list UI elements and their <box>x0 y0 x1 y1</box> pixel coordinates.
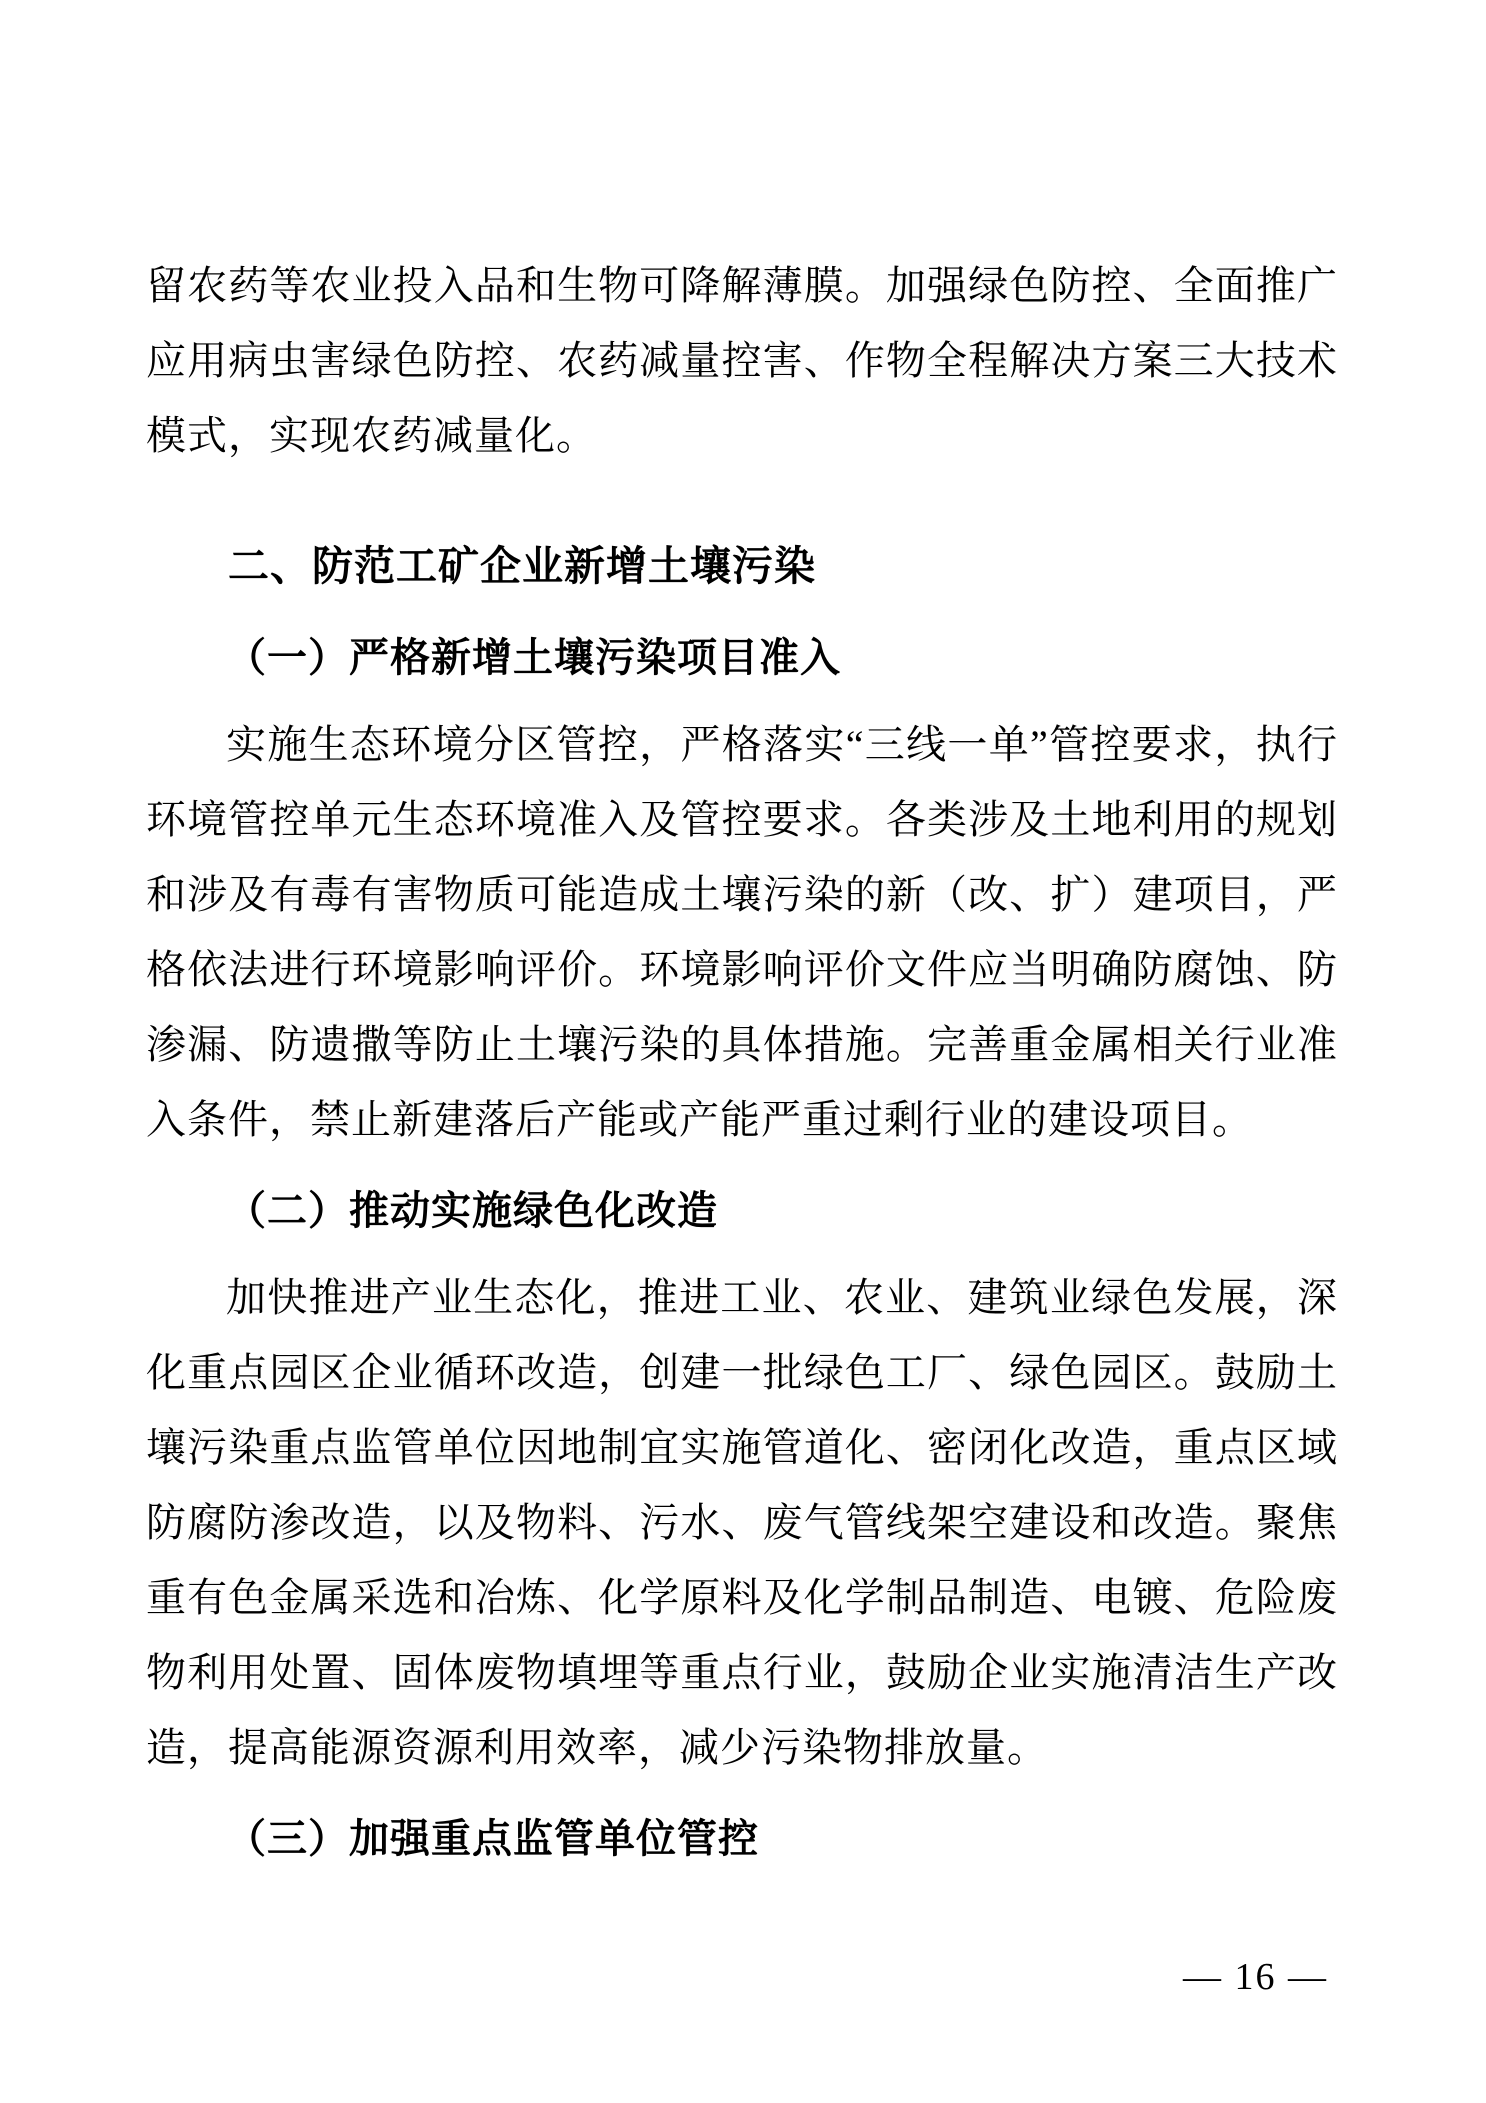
subsection-2-paragraph: 加快推进产业生态化，推进工业、农业、建筑业绿色发展，深化重点园区企业循环改造，创建一批绿色工厂、绿色园区。鼓励土壤污染重点监管单位因地制宜实施管道化、密闭化改造，重点区域防腐防渗改造，以及物料、污水、废气管线架空建设和改造。聚焦重有色金属采选和冶炼、化学原料及化学制品制造、电镀、危险废物利用处置、固体废物填埋等重点行业，鼓励企业实施清洁生产改造，提高能源资源利用效率，减少污染物排放量。 <box>146 1275 1338 1770</box>
page-number: — 16 — <box>1183 1956 1328 1998</box>
subsection-1-paragraph: 实施生态环境分区管控，严格落实“三线一单”管控要求，执行环境管控单元生态环境准入及管控要求。各类涉及土地利用的规划和涉及有毒有害物质可能造成土壤污染的新（改、扩）建项目，严格依法进行环境影响评价。环境影响评价文件应当明确防腐蚀、防渗漏、防遗撒等防止土壤污染的具体措施。完善重金属相关行业准入条件，禁止新建落后产能或产能严重过剩行业的建设项目。 <box>146 722 1338 1142</box>
section-heading: 二、防范工矿企业新增土壤污染 <box>228 543 816 589</box>
subsection-3-heading: （三）加强重点监管单位管控 <box>226 1816 759 1861</box>
document-content <box>146 248 1338 1876</box>
subsection-2-heading: （二）推动实施绿色化改造 <box>226 1188 718 1233</box>
paragraph-continued: 留农药等农业投入品和生物可降解薄膜。加强绿色防控、全面推广应用病虫害绿色防控、农药减量控害、作物全程解决方案三大技术模式，实现农药减量化。 <box>146 263 1338 458</box>
subsection-1-heading: （一）严格新增土壤污染项目准入 <box>226 635 841 680</box>
